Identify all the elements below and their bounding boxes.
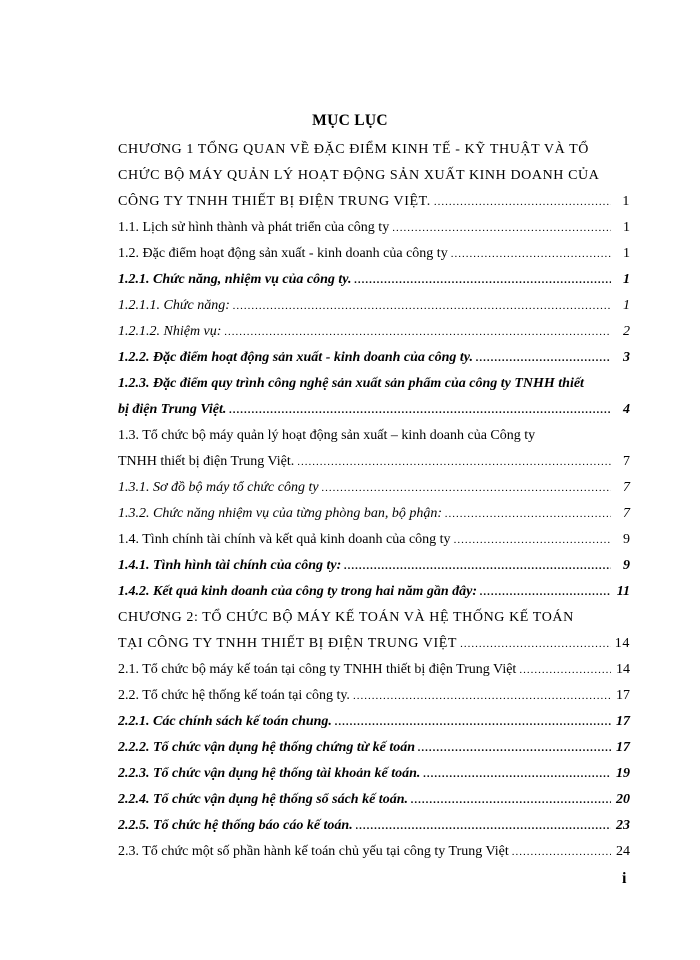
toc-entry-2-2-4[interactable] xyxy=(118,790,632,810)
dot-leader xyxy=(392,218,611,238)
toc-entry-1-4[interactable] xyxy=(118,530,632,550)
dot-leader xyxy=(233,296,611,316)
toc-entry-2-2-5[interactable] xyxy=(118,816,632,836)
toc-entry-1-2-1-2[interactable] xyxy=(118,322,632,342)
dot-leader xyxy=(423,764,611,784)
footer-page-number: i xyxy=(622,870,627,887)
toc-title: MỤC LỤC xyxy=(312,112,388,129)
toc-page-number: 17 xyxy=(616,714,630,729)
toc-page-number: 14 xyxy=(614,636,630,651)
toc-entry-chapter2[interactable] xyxy=(118,634,632,654)
dot-leader xyxy=(356,816,611,836)
toc-entry-text: 1.4.2. Kết quả kinh doanh của công ty trong hai năm gần đây: xyxy=(118,584,478,599)
toc-entry-text: bị điện Trung Việt. xyxy=(118,402,227,417)
toc-page-number: 7 xyxy=(623,454,630,469)
toc-entry-text: 2.2.2. Tổ chức vận dụng hệ thống chứng từ kế toán xyxy=(118,740,416,755)
toc-page-number: 23 xyxy=(616,818,630,833)
toc-page-number: 1 xyxy=(623,272,630,287)
toc-page-number: 2 xyxy=(623,324,630,339)
dot-leader xyxy=(411,790,611,810)
dot-leader xyxy=(480,582,611,602)
dot-leader xyxy=(451,244,611,264)
toc-entry-2-2-2[interactable] xyxy=(118,738,632,758)
toc-chapter2-line1[interactable]: CHƯƠNG 2: TỔ CHỨC BỘ MÁY KẾ TOÁN VÀ HỆ THỐNG KẾ TOÁN xyxy=(118,610,574,625)
toc-page-number: 4 xyxy=(623,402,630,417)
toc-page-number: 20 xyxy=(616,792,630,807)
toc-entry-text: 2.2.3. Tổ chức vận dụng hệ thống tài khoản kế toán. xyxy=(118,766,421,781)
toc-page-number: 1 xyxy=(623,246,630,261)
toc-entry-1-3-1[interactable] xyxy=(118,478,632,498)
toc-entry-1-3-line1[interactable]: 1.3. Tổ chức bộ máy quản lý hoạt động sản xuất – kinh doanh của Công ty xyxy=(118,428,536,443)
toc-page-number: 24 xyxy=(616,844,630,859)
toc-entry-2-3[interactable] xyxy=(118,842,632,862)
toc-page-number: 3 xyxy=(623,350,630,365)
dot-leader xyxy=(344,556,611,576)
toc-entry-1-2-3[interactable] xyxy=(118,400,632,420)
toc-entry-1-2[interactable] xyxy=(118,244,632,264)
toc-entry-1-3-2[interactable] xyxy=(118,504,632,524)
toc-page-number: 19 xyxy=(616,766,630,781)
toc-entry-text: TNHH thiết bị điện Trung Việt. xyxy=(118,454,295,469)
toc-entry-text: 2.2.4. Tổ chức vận dụng hệ thống sổ sách kế toán. xyxy=(118,792,408,807)
dot-leader xyxy=(297,452,611,472)
toc-entry-text: 2.2.1. Các chính sách kế toán chung. xyxy=(118,714,332,729)
toc-entry-1-2-1-1[interactable] xyxy=(118,296,632,316)
toc-entry-text: 1.2.1.2. Nhiệm vụ: xyxy=(118,324,222,339)
toc-entry-2-2-1[interactable] xyxy=(118,712,632,732)
dot-leader xyxy=(224,322,611,342)
dot-leader xyxy=(519,660,611,680)
toc-entry-text: 2.3. Tổ chức một số phần hành kế toán chủ yếu tại công ty Trung Việt xyxy=(118,844,509,859)
toc-entry-1-3[interactable] xyxy=(118,452,632,472)
dot-leader xyxy=(512,842,611,862)
dot-leader xyxy=(445,504,611,524)
toc-page-number: 14 xyxy=(616,662,630,677)
toc-entry-1-4-2[interactable] xyxy=(118,582,632,602)
dot-leader xyxy=(335,712,611,732)
toc-entry-chapter1[interactable] xyxy=(118,192,632,212)
dot-leader xyxy=(454,530,611,550)
toc-entry-text: 1.4.1. Tình hình tài chính của công ty: xyxy=(118,558,342,573)
toc-page-number: 11 xyxy=(616,584,630,599)
toc-entry-text: 2.1. Tổ chức bộ máy kế toán tại công ty TNHH thiết bị điện Trung Việt xyxy=(118,662,517,677)
toc-page-number: 7 xyxy=(623,480,630,495)
toc-page-number: 1 xyxy=(623,298,630,313)
toc-entry-text: 1.3.1. Sơ đồ bộ máy tổ chức công ty xyxy=(118,480,319,495)
dot-leader xyxy=(229,400,611,420)
toc-chapter1-line1[interactable]: CHƯƠNG 1 TỔNG QUAN VỀ ĐẶC ĐIỂM KINH TẾ - KỸ THUẬT VÀ TỔ xyxy=(118,142,589,157)
toc-page-number: 17 xyxy=(616,688,630,703)
toc-page-number: 9 xyxy=(623,532,630,547)
dot-leader xyxy=(354,270,611,290)
toc-chapter1-line2[interactable]: CHỨC BỘ MÁY QUẢN LÝ HOẠT ĐỘNG SẢN XUẤT KINH DOANH CỦA xyxy=(118,168,600,183)
toc-entry-text: 1.2.1.1. Chức năng: xyxy=(118,298,230,313)
toc-entry-text: 2.2.5. Tổ chức hệ thống báo cáo kế toán. xyxy=(118,818,353,833)
toc-entry-text: 1.2.2. Đặc điểm hoạt động sản xuất - kinh doanh của công ty. xyxy=(118,350,473,365)
toc-entry-1-1[interactable] xyxy=(118,218,632,238)
toc-entry-2-2[interactable] xyxy=(118,686,632,706)
dot-leader xyxy=(434,192,611,212)
toc-entry-text: 1.2.1. Chức năng, nhiệm vụ của công ty. xyxy=(118,272,352,287)
toc-page-number: 1 xyxy=(622,194,630,209)
toc-entry-text: 1.3.2. Chức năng nhiệm vụ của từng phòng ban, bộ phận: xyxy=(118,506,443,521)
toc-page-number: 17 xyxy=(616,740,630,755)
toc-entry-2-1[interactable] xyxy=(118,660,632,680)
dot-leader xyxy=(418,738,611,758)
toc-entry-text: TẠI CÔNG TY TNHH THIẾT BỊ ĐIỆN TRUNG VIỆT xyxy=(118,636,458,651)
toc-entry-1-2-3-line1[interactable]: 1.2.3. Đặc điểm quy trình công nghệ sản xuất sản phẩm của công ty TNHH thiết xyxy=(118,376,584,391)
dot-leader xyxy=(353,686,611,706)
toc-entry-text: 1.2. Đặc điểm hoạt động sản xuất - kinh doanh của công ty xyxy=(118,246,448,261)
toc-entry-1-2-1[interactable] xyxy=(118,270,632,290)
toc-entry-text: 2.2. Tổ chức hệ thống kế toán tại công ty. xyxy=(118,688,350,703)
toc-page-number: 7 xyxy=(623,506,630,521)
dot-leader xyxy=(322,478,611,498)
toc-entry-1-2-2[interactable] xyxy=(118,348,632,368)
dot-leader xyxy=(460,634,611,654)
toc-entry-2-2-3[interactable] xyxy=(118,764,632,784)
toc-entry-text: 1.1. Lịch sử hình thành và phát triển của công ty xyxy=(118,220,390,235)
toc-page-number: 1 xyxy=(623,220,630,235)
toc-page-number: 9 xyxy=(623,558,630,573)
toc-entry-text: CÔNG TY TNHH THIẾT BỊ ĐIỆN TRUNG VIỆT. xyxy=(118,194,431,209)
toc-entry-text: 1.4. Tình chính tài chính và kết quả kinh doanh của công ty xyxy=(118,532,451,547)
toc-entry-1-4-1[interactable] xyxy=(118,556,632,576)
dot-leader xyxy=(476,348,611,368)
